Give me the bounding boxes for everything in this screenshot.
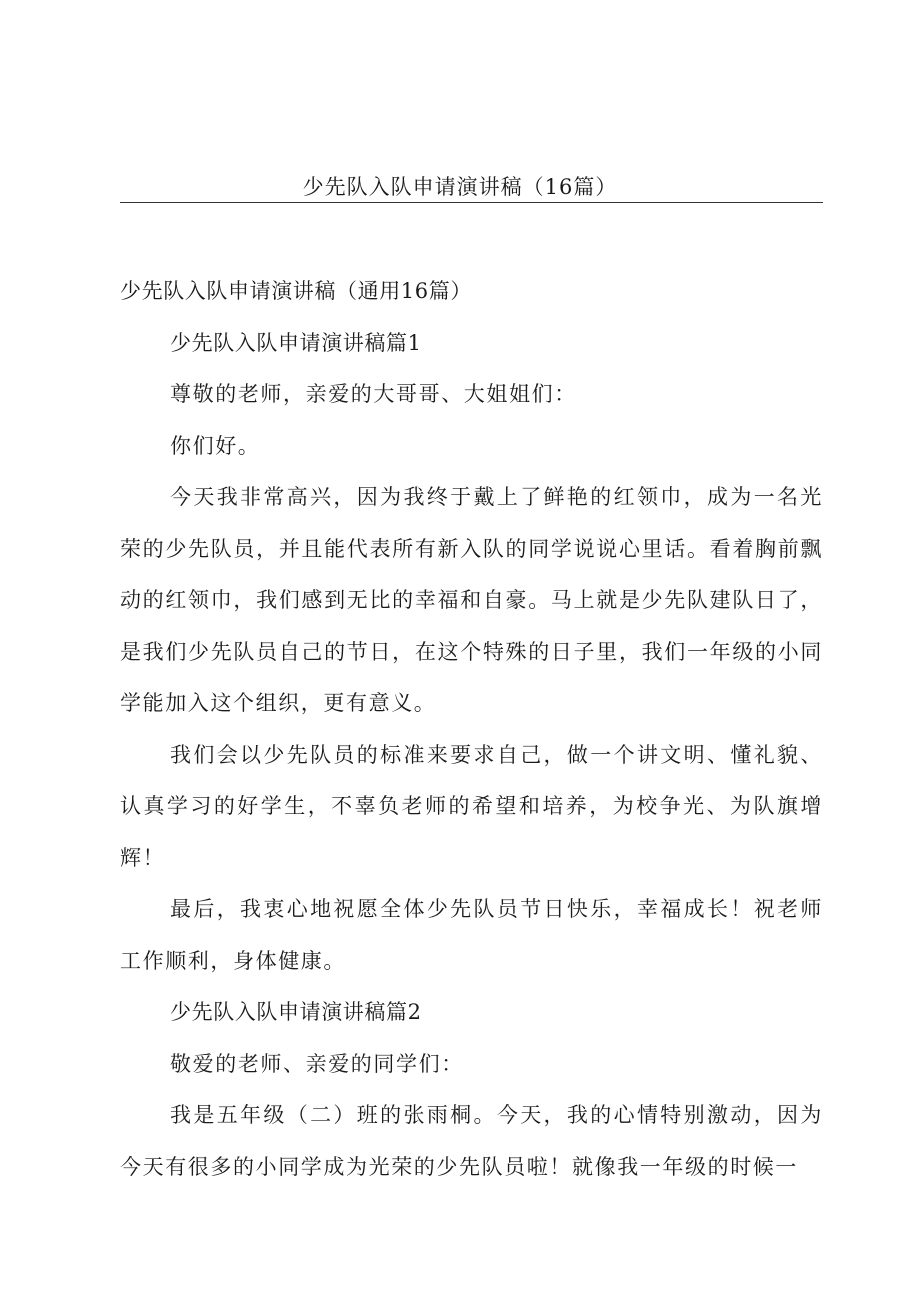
body-paragraph: 最后，我衷心地祝愿全体少先队员节日快乐，幸福成长！祝老师工作顺利，身体健康。: [120, 897, 823, 973]
greeting-paragraph: 敬爱的老师、亲爱的同学们：: [170, 1051, 464, 1076]
subtitle-paragraph: 少先队入队申请演讲稿（通用16篇）: [120, 279, 472, 303]
body-paragraph: 我们会以少先队员的标准来要求自己，做一个讲文明、懂礼貌、认真学习的好学生，不辜负老师的希望和培养，为校争光、为队旗增辉！: [120, 742, 823, 870]
document-body: [120, 266, 823, 1193]
title-underline: [120, 202, 823, 203]
body-paragraph: 我是五年级（二）班的张雨桐。今天，我的心情特别激动，因为今天有很多的小同学成为光荣的少先队员啦！就像我一年级的时候一: [120, 1103, 823, 1179]
section-heading-1: 少先队入队申请演讲稿篇1: [170, 330, 422, 355]
hello-paragraph: 你们好。: [170, 433, 261, 458]
body-paragraph: 今天我非常高兴，因为我终于戴上了鲜艳的红领巾，成为一名光荣的少先队员，并且能代表所有新入队的同学说说心里话。看着胸前飘动的红领巾，我们感到无比的幸福和自豪。马上就是少先队建队日了，是我们少先队员自己的节日，在这个特殊的日子里，我们一年级的小同学能加入这个组织，更有意义。: [120, 485, 823, 715]
greeting-paragraph: 尊敬的老师，亲爱的大哥哥、大姐姐们：: [170, 382, 577, 406]
page-title: 少先队入队申请演讲稿（16篇）: [302, 175, 618, 199]
section-heading-2: 少先队入队申请演讲稿篇2: [170, 1000, 422, 1024]
